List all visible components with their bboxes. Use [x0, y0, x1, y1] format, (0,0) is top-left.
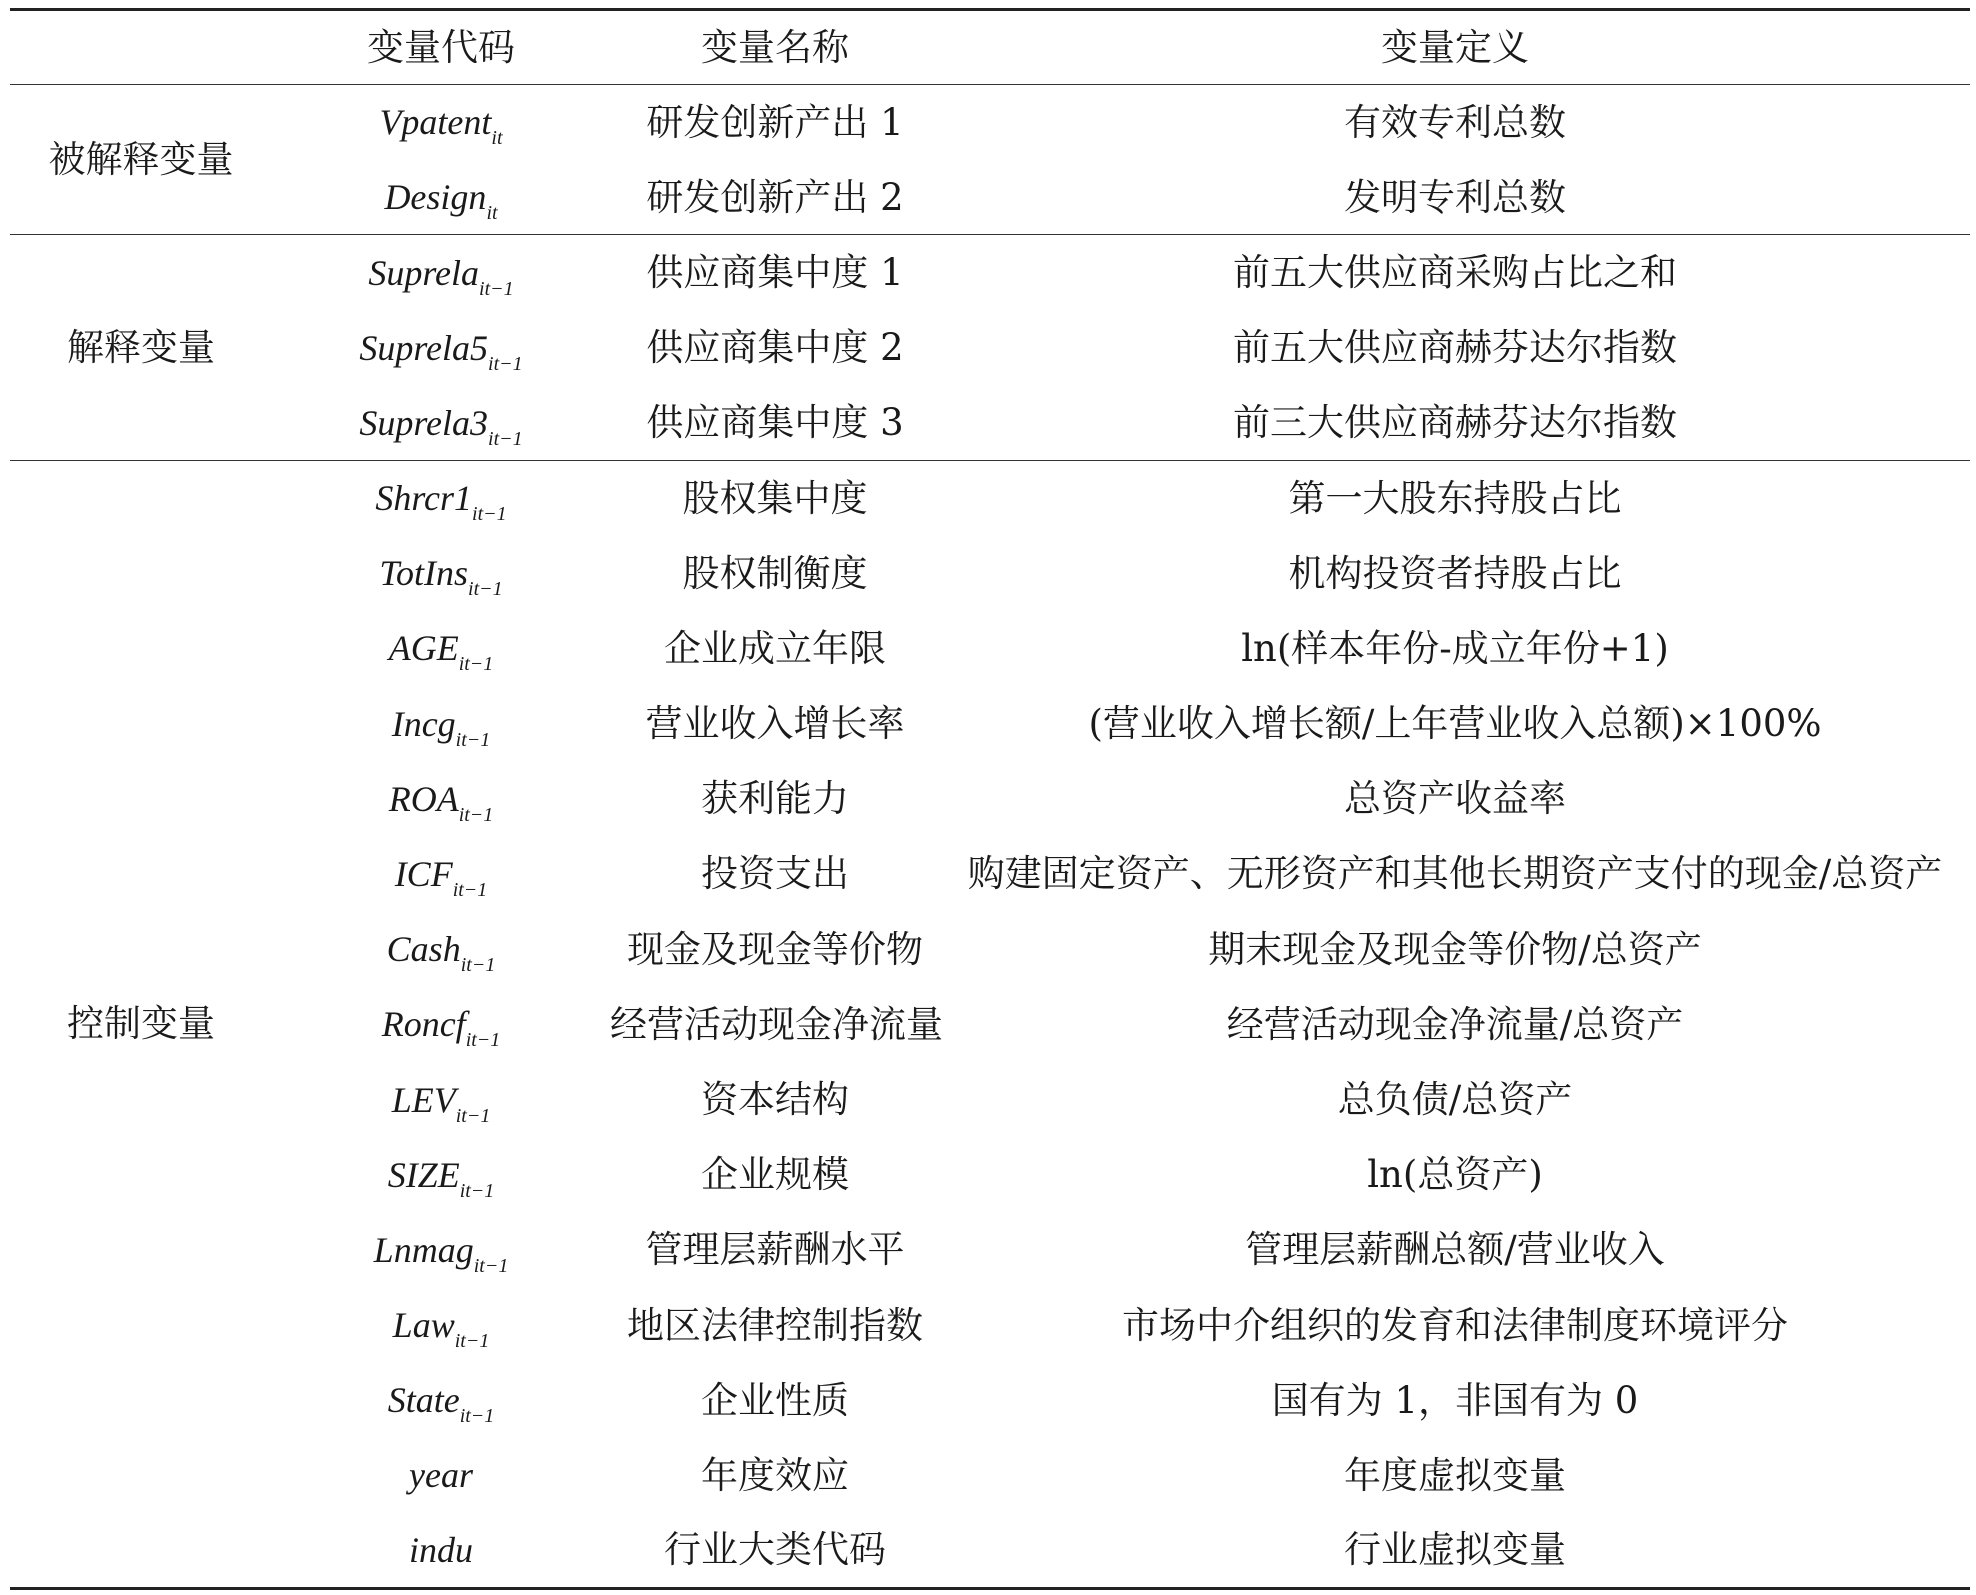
variable-code-subscript: it−1 [465, 1029, 501, 1052]
variable-code [272, 1137, 610, 1212]
variable-code-symbol: year [409, 1455, 473, 1496]
variable-name: 企业性质 [701, 1378, 849, 1422]
variable-name: 研发创新产出 2 [610, 160, 940, 235]
variable-code-subscript: it−1 [452, 878, 488, 901]
variable-code-subscript: it−1 [459, 1405, 495, 1428]
variable-name: 供应商集中度 1 [646, 251, 904, 295]
variable-definition: 期末现金及现金等价物/总资产 [1208, 927, 1702, 971]
variable-definition: 前五大供应商赫芬达尔指数 [1233, 326, 1677, 370]
table-row [10, 611, 1970, 686]
variable-code-subscript: it [491, 127, 503, 150]
variable-definition: ln(总资产) [1367, 1153, 1543, 1197]
table-row [10, 85, 1970, 160]
table-row [10, 1062, 1970, 1137]
table-body [10, 85, 1970, 1589]
variable-code [272, 1212, 610, 1287]
variable-code-symbol: Lnmag [373, 1229, 474, 1270]
variable-code-symbol: Roncf [381, 1004, 466, 1045]
group-label: 解释变量 [10, 235, 272, 461]
variable-definition: 发明专利总数 [940, 160, 1970, 235]
variable-definition: (营业收入增长额/上年营业收入总额)×100% [1088, 702, 1822, 746]
variable-code [272, 385, 610, 460]
variable-code [272, 836, 610, 911]
variable-name: 企业成立年限 [664, 626, 886, 670]
table-row [10, 160, 1970, 235]
variable-name: 股权集中度 [682, 476, 868, 520]
variable-code-subscript: it−1 [488, 352, 523, 375]
variable-code-subscript: it−1 [472, 503, 507, 526]
variable-definition: ln(样本年份-成立年份+1) [1241, 626, 1669, 670]
group-label: 被解释变量 [10, 85, 272, 235]
variable-code-subscript: it−1 [455, 1104, 491, 1127]
variable-code [272, 761, 610, 836]
variable-code-symbol: TotIns [379, 553, 469, 594]
variable-name: 管理层薪酬水平 [645, 1228, 905, 1272]
variable-definition: 国有为 1，非国有为 0 [1271, 1378, 1639, 1422]
header-definition: 变量定义 [940, 10, 1970, 85]
variable-definition: 市场中介组织的发育和法律制度环境评分 [1122, 1303, 1788, 1347]
variable-code [272, 987, 610, 1062]
variable-code-subscript: it−1 [458, 653, 494, 676]
header-code: 变量代码 [272, 10, 610, 85]
table-row [10, 1137, 1970, 1212]
variable-name: 行业大类代码 [664, 1528, 886, 1572]
variable-name: 供应商集中度 2 [646, 326, 904, 370]
variable-code-subscript: it−1 [455, 728, 491, 751]
variable-name: 地区法律控制指数 [627, 1303, 923, 1347]
variable-code-symbol: State [387, 1380, 460, 1421]
header-name: 变量名称 [610, 10, 940, 85]
variable-code [272, 1363, 610, 1438]
variable-code [272, 686, 610, 761]
variable-code-subscript: it−1 [488, 427, 523, 450]
variable-code-symbol: SIZE [387, 1154, 460, 1195]
table-row [10, 235, 1970, 310]
variable-code [272, 1288, 610, 1363]
variable-code-subscript: it−1 [479, 277, 514, 300]
table-row [10, 1438, 1970, 1513]
variable-name: 经营活动现金净流量 [610, 1002, 943, 1046]
variable-code-symbol: ROA [388, 778, 459, 819]
variable-code-subscript: it−1 [473, 1254, 509, 1277]
variable-code [272, 1062, 610, 1137]
variable-code [272, 1513, 610, 1588]
variable-definition: 年度虚拟变量 [1344, 1453, 1566, 1497]
variable-name: 现金及现金等价物 [627, 927, 923, 971]
variable-name: 股权制衡度 [682, 551, 868, 595]
table-row [10, 836, 1970, 911]
variable-definition: 有效专利总数 [1344, 100, 1566, 144]
table-row [10, 1363, 1970, 1438]
variable-code-symbol: LEV [391, 1079, 456, 1120]
variable-name: 资本结构 [701, 1078, 849, 1122]
variable-definition: 总资产收益率 [1344, 777, 1566, 821]
variable-code [272, 85, 610, 160]
table-row [10, 1288, 1970, 1363]
variable-definition: 总负债/总资产 [1337, 1078, 1573, 1122]
header-group [10, 10, 272, 85]
variable-code [272, 460, 610, 535]
table-row [10, 385, 1970, 460]
variable-definition: 经营活动现金净流量/总资产 [1226, 1002, 1684, 1046]
variable-code [272, 1438, 610, 1513]
variable-code [272, 912, 610, 987]
header-row [10, 10, 1970, 85]
variable-code-subscript: it−1 [459, 1179, 495, 1202]
variable-code [272, 536, 610, 611]
variable-name: 年度效应 [701, 1453, 849, 1497]
variable-code-symbol: ICF [394, 853, 453, 894]
variable-code-symbol: Suprela [368, 252, 480, 293]
variable-code-subscript: it−1 [454, 1330, 490, 1353]
variable-name: 营业收入增长率 [645, 702, 905, 746]
variable-definition-table [10, 8, 1970, 1590]
variable-name: 获利能力 [701, 777, 849, 821]
table-row [10, 1212, 1970, 1287]
variable-definition-table-container [10, 8, 1970, 1590]
variable-code-subscript: it−1 [460, 954, 496, 977]
group-label: 控制变量 [67, 1002, 215, 1046]
variable-code-symbol: Design [384, 177, 487, 218]
variable-code-symbol: Law [392, 1305, 455, 1346]
variable-code [272, 235, 610, 310]
variable-code-symbol: Incg [391, 703, 456, 744]
table-row [10, 912, 1970, 987]
table-row [10, 460, 1970, 535]
variable-code-symbol: Vpatent [379, 102, 492, 143]
variable-code-symbol: Cash [386, 929, 461, 970]
variable-name: 投资支出 [701, 852, 849, 896]
variable-definition: 第一大股东持股占比 [1288, 476, 1622, 520]
variable-name: 研发创新产出 1 [646, 100, 904, 144]
variable-code [272, 160, 610, 235]
table-row [10, 536, 1970, 611]
variable-definition: 前五大供应商采购占比之和 [1233, 251, 1677, 295]
variable-definition: 机构投资者持股占比 [1288, 551, 1622, 595]
variable-code-symbol: indu [408, 1529, 473, 1570]
variable-definition: 前三大供应商赫芬达尔指数 [940, 385, 1970, 460]
variable-name: 供应商集中度 3 [610, 385, 940, 460]
variable-code [272, 310, 610, 385]
variable-definition: 购建固定资产、无形资产和其他长期资产支付的现金/总资产 [967, 852, 1943, 896]
variable-code-subscript: it−1 [468, 578, 503, 601]
variable-name: 企业规模 [701, 1153, 849, 1197]
variable-definition: 行业虚拟变量 [1344, 1528, 1566, 1572]
variable-code [272, 611, 610, 686]
table-row [10, 686, 1970, 761]
table-row [10, 987, 1970, 1062]
variable-code-symbol: Shrcr1 [375, 478, 473, 519]
table-row [10, 1513, 1970, 1588]
variable-code-symbol: Suprela3 [359, 402, 489, 443]
table-row [10, 761, 1970, 836]
variable-code-symbol: Suprela5 [359, 327, 489, 368]
variable-definition: 管理层薪酬总额/营业收入 [1245, 1228, 1665, 1272]
table-row [10, 310, 1970, 385]
variable-code-subscript: it [486, 202, 498, 225]
variable-code-symbol: AGE [388, 628, 459, 669]
variable-code-subscript: it−1 [458, 803, 494, 826]
